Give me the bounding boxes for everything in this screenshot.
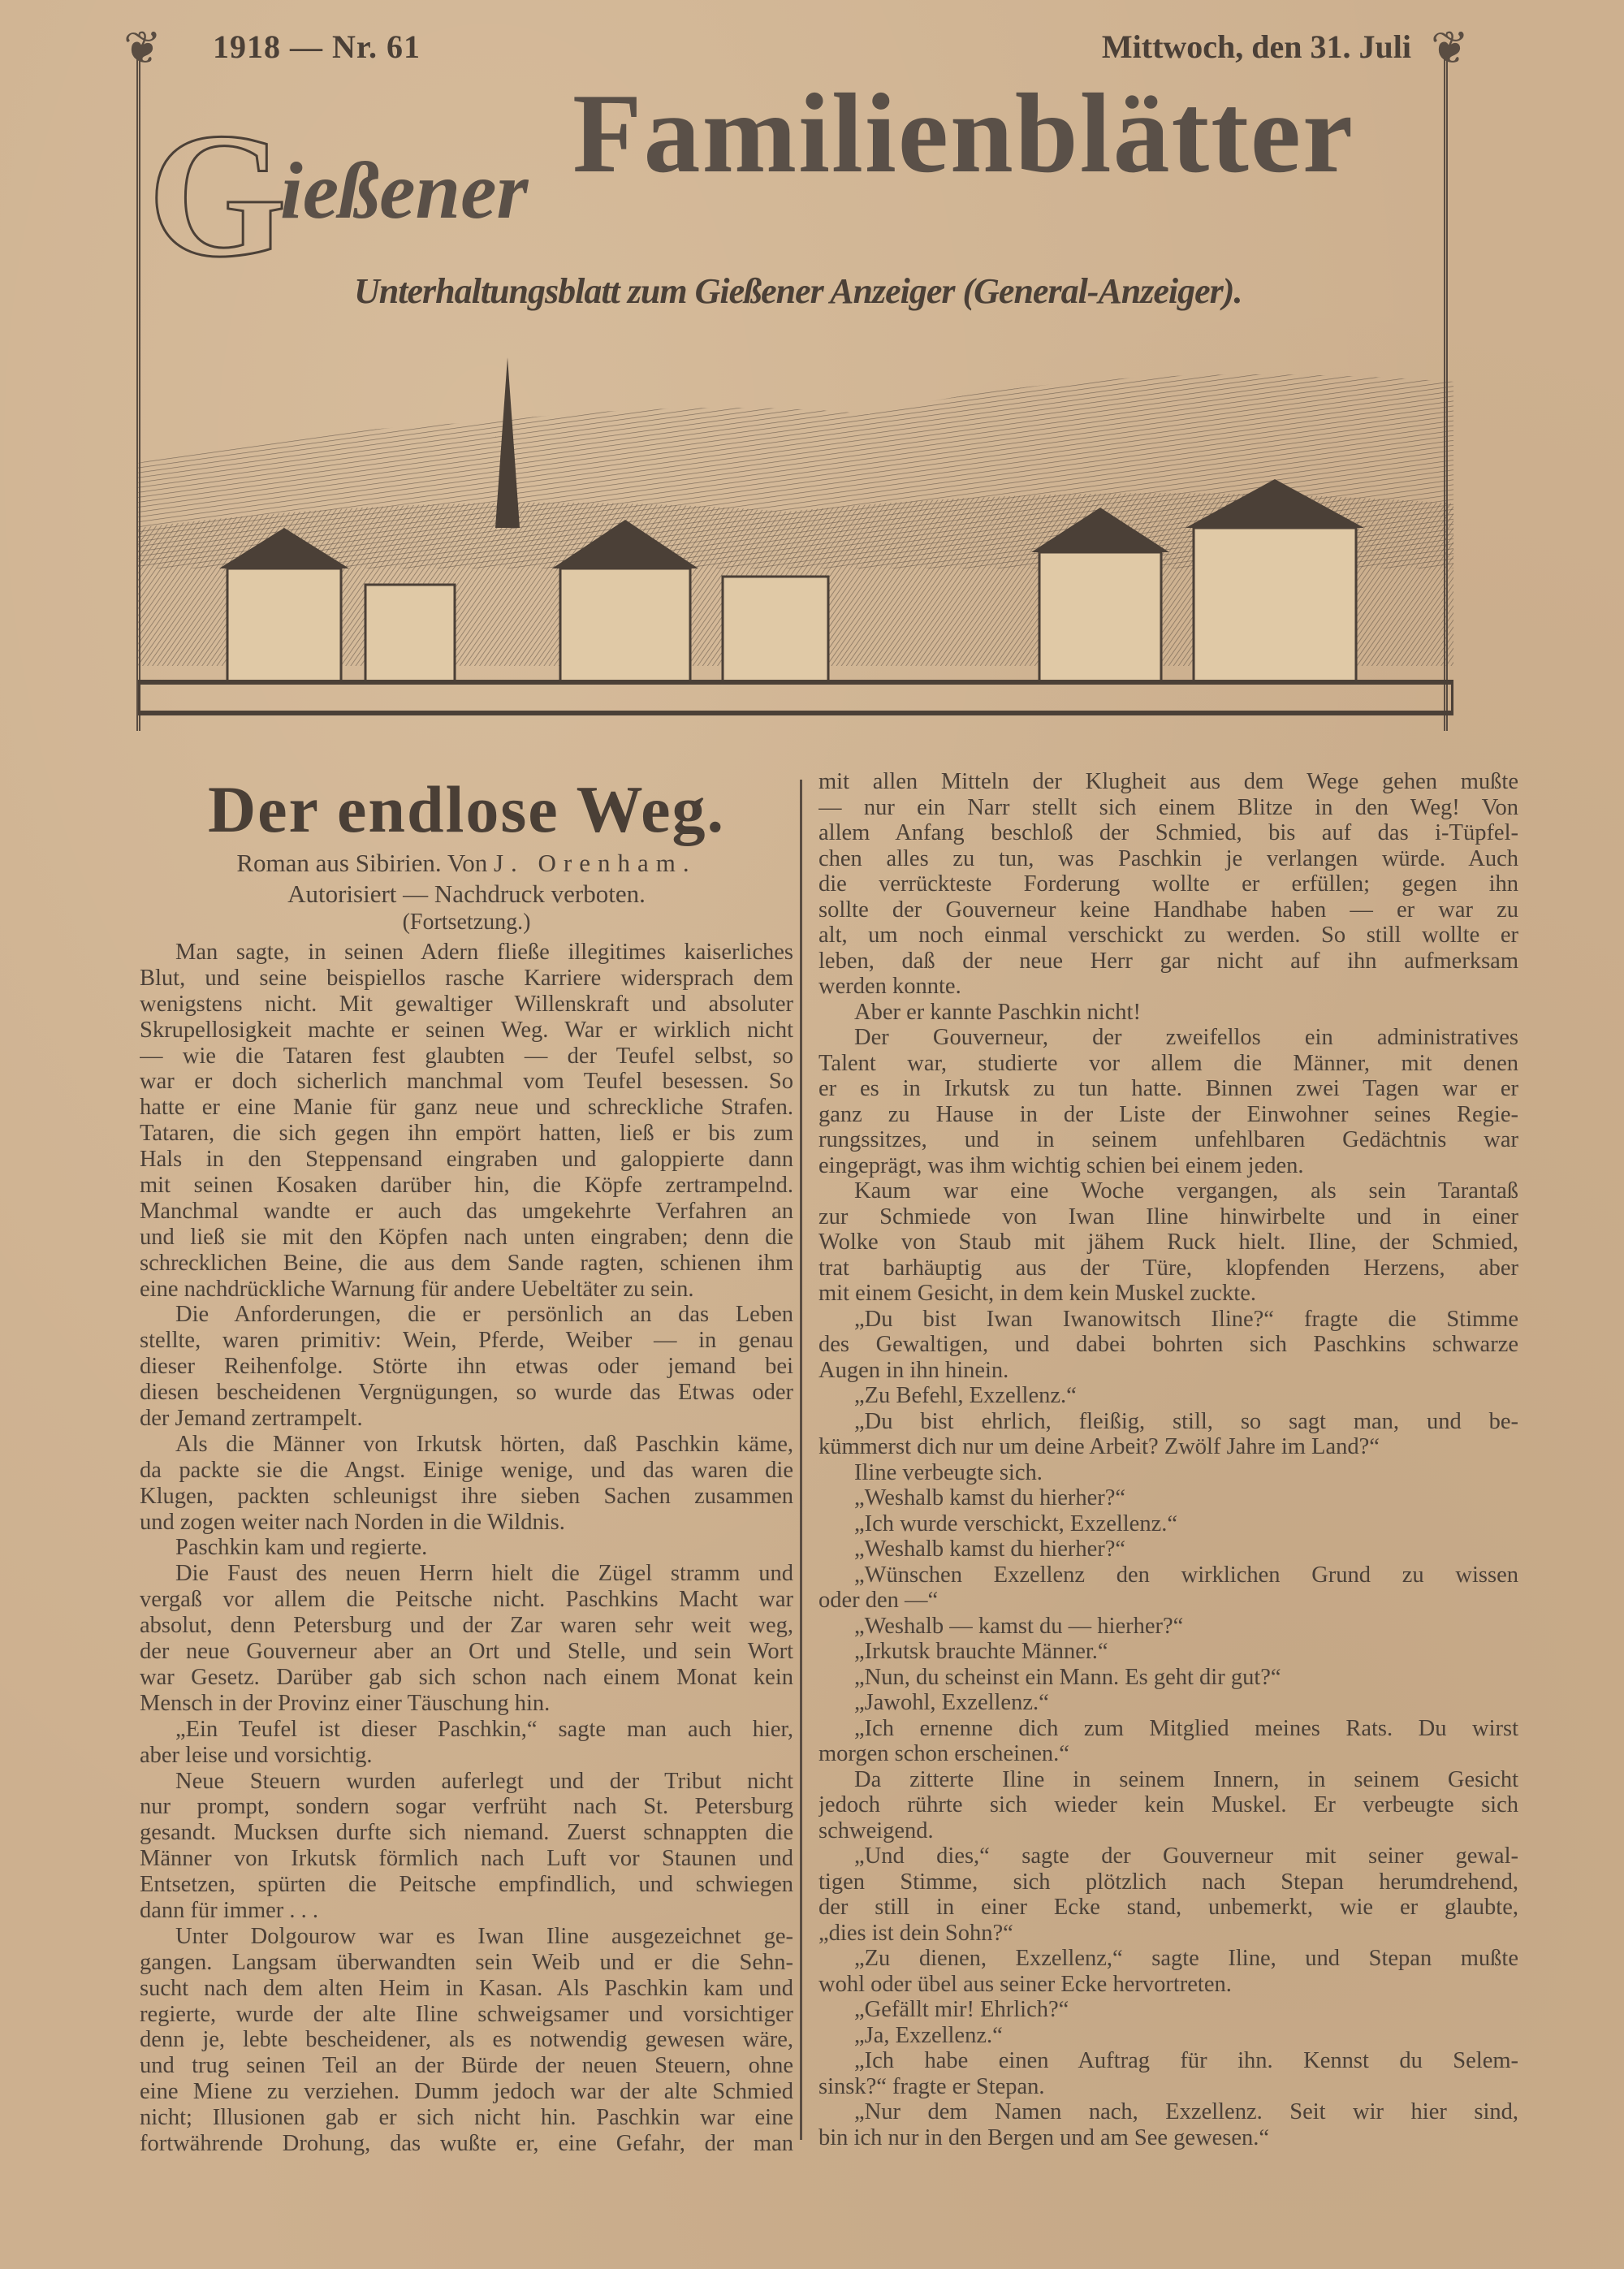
- masthead-title-initial: G: [148, 96, 287, 294]
- text-line: aber leise und vorsichtig.: [140, 1742, 373, 1768]
- text-line: Man sagte, in seinen Adern fließe illegitimes kaiserliches: [175, 940, 793, 965]
- text-line: „Nur dem Namen nach, Exzellenz. Seit wir hier sind,: [854, 2099, 1518, 2124]
- text-line: oder den —“: [818, 1588, 939, 1613]
- text-line: er es in Irkutsk zu tun hatte. Binnen zwei Tagen war er: [818, 1076, 1518, 1101]
- text-line: „Du bist Iwan Iwanowitsch Iline?“ fragte die Stimme: [854, 1306, 1518, 1332]
- text-line: und ließ sie mit den Köpfen nach unten eingraben; denn die: [140, 1224, 793, 1250]
- text-line: Blut, und seine beispiellos rasche Karriere widersprach dem: [140, 965, 793, 991]
- text-line: „Wünschen Exzellenz den wirklichen Grund zu wissen: [854, 1562, 1518, 1588]
- masthead-subtitle: Unterhaltungsblatt zum Gießener Anzeiger (General-Anzeiger).: [354, 271, 1242, 311]
- text-line: „Nun, du scheinst ein Mann. Es geht dir gut?“: [854, 1664, 1281, 1690]
- masthead-title-part1: ießener: [280, 145, 529, 236]
- text-line: „Weshalb kamst du hierher?“: [854, 1485, 1126, 1511]
- text-line: zur Schmiede von Iwan Iline hinwirbelte und in einer: [818, 1204, 1518, 1230]
- text-line: regierte, wurde der alte Iline schweigsamer und vorsichtiger: [140, 2001, 793, 2027]
- text-line: mit einem Gesicht, in dem kein Muskel zuckte.: [818, 1281, 1256, 1306]
- text-line: absolut, denn Petersburg und der Zar waren sehr weit weg,: [140, 1613, 793, 1639]
- text-line: „Gefällt mir! Ehrlich?“: [854, 1997, 1069, 2022]
- text-line: Da zitterte Iline in seinem Innern, in seinem Gesicht: [854, 1766, 1518, 1792]
- text-line: schweigend.: [818, 1817, 934, 1843]
- text-line: gangen. Langsam überwandten sein Weib und er die Sehn-: [140, 1949, 793, 1975]
- column-divider: [800, 780, 802, 2140]
- text-line: Unter Dolgourow war es Iwan Iline ausgezeichnet ge-: [175, 1923, 793, 1949]
- author-name: J. Orenham.: [493, 849, 697, 877]
- text-line: Wolke von Staub mit jähem Ruck hielt. Iline, der Schmied,: [818, 1230, 1518, 1255]
- text-line: war Gesetz. Darüber gab sich schon nach einem Monat kein: [140, 1664, 793, 1690]
- text-line: „Und dies,“ sagte der Gouverneur mit seiner gewal-: [854, 1843, 1518, 1869]
- text-line: war er doch sicherlich manchmal vom Teufel besessen. So: [140, 1069, 793, 1095]
- text-line: und zogen weiter nach Norden in die Wildnis.: [140, 1509, 565, 1535]
- text-line: „Irkutsk brauchte Männer.“: [854, 1639, 1108, 1664]
- engraving-border: [138, 682, 1453, 713]
- text-line: mit allen Mitteln der Klugheit aus dem Wege gehen mußte: [818, 769, 1518, 794]
- text-line: und trug seinen Teil an der Bürde der neuen Steuern, ohne: [140, 2053, 793, 2079]
- continuation-note: (Fortsetzung.): [402, 910, 531, 935]
- article-column-left: [140, 940, 793, 2157]
- text-line: Hals in den Steppensand eingraben und galoppierte dann: [140, 1147, 793, 1173]
- text-line: Manchmal wandte er auch das umgekehrte Verfahren an: [140, 1198, 793, 1224]
- text-line: Tataren, die sich gegen ihn empört hatten, ließ er bis zum: [140, 1121, 793, 1147]
- text-line: Kaum war eine Woche vergangen, als sein Tarantaß: [854, 1178, 1518, 1204]
- text-line: des Gewaltigen, und dabei bohrten sich Paschkins schwarze: [818, 1332, 1518, 1357]
- text-line: eine nachdrückliche Warnung für andere Uebeltäter zu sein.: [140, 1276, 694, 1302]
- article-column-right: [818, 769, 1518, 2150]
- text-line: chen alles zu tun, was Paschkin je verlangen würde. Auch: [818, 845, 1518, 871]
- text-line: leben, daß der neue Herr gar nicht auf ihn aufmerksam: [818, 948, 1518, 974]
- issue-date: Mittwoch, den 31. Juli: [1101, 28, 1411, 65]
- text-line: Mensch in der Provinz einer Täuschung hin.: [140, 1690, 551, 1716]
- text-line: werden konnte.: [818, 974, 961, 999]
- text-line: ganz zu Hause in der Liste der Einwohner seines Regie-: [818, 1101, 1518, 1127]
- text-line: der still in einer Ecke stand, unbemerkt, wie er glaubte,: [818, 1895, 1518, 1920]
- text-line: „Jawohl, Exzellenz.“: [854, 1690, 1049, 1715]
- text-line: Die Faust des neuen Herrn hielt die Zügel stramm und: [175, 1561, 793, 1587]
- text-line: „Ich wurde verschickt, Exzellenz.“: [854, 1511, 1177, 1536]
- text-line: sinsk?“ fragte er Stepan.: [818, 2073, 1045, 2099]
- text-line: mit seinen Kosaken darüber hin, die Köpfe zertrampelnd.: [140, 1173, 793, 1199]
- byline-prefix: Roman aus Sibirien. Von: [236, 849, 488, 877]
- text-line: sucht nach dem alten Heim in Kasan. Als Paschkin kam und: [140, 1975, 793, 2001]
- article-byline: [140, 849, 793, 877]
- text-line: „Weshalb — kamst du — hierher?“: [854, 1613, 1184, 1639]
- rights-notice: Autorisiert — Nachdruck verboten.: [287, 880, 646, 908]
- text-line: trat barhäuptig aus der Türe, klopfenden Herzens, aber: [818, 1255, 1518, 1281]
- text-line: „Zu Befehl, Exzellenz.“: [854, 1383, 1077, 1408]
- text-line: der neue Gouverneur aber an Ort und Stelle, und sein Wort: [140, 1639, 793, 1665]
- text-line: „Ich habe einen Auftrag für ihn. Kennst du Selem-: [854, 2048, 1518, 2073]
- text-line: nur prompt, sondern sogar verfrüht nach St. Petersburg: [140, 1794, 793, 1820]
- text-line: Skrupellosigkeit machte er seinen Weg. War er wirklich nicht: [140, 1017, 793, 1043]
- text-line: Die Anforderungen, die er persönlich an das Leben: [175, 1302, 793, 1328]
- masthead-title-part2: Familienblätter: [572, 71, 1355, 197]
- text-line: wenigstens nicht. Mit gewaltiger Willenskraft und absoluter: [140, 991, 793, 1017]
- issue-number: 1918 — Nr. 61: [213, 28, 421, 65]
- text-line: Iline verbeugte sich.: [854, 1459, 1043, 1485]
- text-line: gesandt. Mucksen durfte sich niemand. Zuerst schnappten die: [140, 1820, 793, 1846]
- text-line: Der Gouverneur, der zweifellos ein administratives: [854, 1025, 1518, 1050]
- text-line: denn je, lebte bescheidener, als es notwendig gewesen wäre,: [140, 2027, 793, 2053]
- text-line: sollte der Gouverneur keine Handhabe haben — er war zu: [818, 897, 1518, 923]
- ornament-icon: ❦: [123, 24, 162, 74]
- text-line: Als die Männer von Irkutsk hörten, daß Paschkin käme,: [175, 1431, 793, 1457]
- text-line: „Zu dienen, Exzellenz,“ sagte Iline, und Stepan mußte: [854, 1946, 1518, 1971]
- text-line: „Du bist ehrlich, fleißig, still, so sagt man, und be-: [854, 1408, 1518, 1434]
- text-line: tigen Stimme, sich plötzlich nach Stepan herumdrehend,: [818, 1869, 1518, 1895]
- text-line: rungssitzes, und in seinem unfehlbaren Gedächtnis war: [818, 1127, 1518, 1152]
- ornament-icon: ❦: [1431, 24, 1469, 74]
- text-line: „Weshalb kamst du hierher?“: [854, 1536, 1126, 1562]
- text-line: fortwährende Drohung, das wußte er, eine Gefahr, der man: [140, 2130, 793, 2156]
- text-line: diesen bescheidenen Vergnügungen, so wurde das Etwas oder: [140, 1380, 793, 1406]
- text-line: wohl oder übel aus seiner Ecke hervortreten.: [818, 1971, 1232, 1997]
- text-line: Neue Steuern wurden auferlegt und der Tribut nicht: [175, 1768, 793, 1794]
- text-line: Augen in ihn hinein.: [818, 1357, 1009, 1383]
- town-engraving: [138, 325, 1453, 747]
- text-line: kümmerst dich nur um deine Arbeit? Zwölf Jahre im Land?“: [818, 1434, 1380, 1459]
- text-line: Talent war, studierte vor allem die Männer, mit denen: [818, 1050, 1518, 1076]
- text-line: „Ja, Exzellenz.“: [854, 2022, 1003, 2048]
- text-line: dieser Reihenfolge. Störte ihn etwas oder jemand bei: [140, 1354, 793, 1380]
- text-line: „dies ist dein Sohn?“: [818, 1920, 1013, 1946]
- text-line: jedoch rührte sich wieder kein Muskel. Er verbeugte sich: [818, 1792, 1518, 1817]
- text-line: Männer von Irkutsk förmlich nach Luft vor Staunen und: [140, 1846, 793, 1872]
- text-line: morgen schon erscheinen.“: [818, 1741, 1069, 1766]
- text-line: da packte sie die Angst. Einige wenige, und das waren die: [140, 1457, 793, 1483]
- text-line: bin ich nur in den Bergen und am See gewesen.“: [818, 2124, 1270, 2150]
- text-line: dann für immer . . .: [140, 1897, 319, 1923]
- text-line: „Ein Teufel ist dieser Paschkin,“ sagte man auch hier,: [175, 1716, 793, 1742]
- text-line: eingeprägt, was ihm wichtig schien bei einem jeden.: [818, 1152, 1304, 1178]
- text-line: alt, um noch einmal verschickt zu werden. So still wollte er: [818, 923, 1518, 948]
- text-line: — wie die Tataren fest glaubten — der Teufel selbst, so: [140, 1043, 793, 1069]
- text-line: die verrückteste Forderung wollte er erfüllen; gegen ihn: [818, 871, 1518, 897]
- text-line: schrecklichen Beine, die aus dem Sande ragten, schienen ihm: [140, 1250, 793, 1276]
- text-line: Aber er kannte Paschkin nicht!: [854, 999, 1141, 1025]
- text-line: der Jemand zertrampelt.: [140, 1406, 363, 1432]
- article-headline: Der endlose Weg.: [207, 772, 726, 846]
- text-line: eine Miene zu verziehen. Dumm jedoch war der alte Schmied: [140, 2079, 793, 2105]
- text-line: vergaß vor allem die Peitsche nicht. Paschkins Macht war: [140, 1587, 793, 1613]
- text-line: allem Anfang beschloß der Schmied, bis auf das i-Tüpfel-: [818, 820, 1518, 845]
- text-line: — nur ein Narr stellt sich einem Blitze in den Weg! Von: [818, 794, 1518, 820]
- text-line: hatte er eine Manie für ganz neue und schreckliche Strafen.: [140, 1095, 793, 1121]
- text-line: Klugen, packten schleunigst ihre sieben Sachen zusammen: [140, 1483, 793, 1509]
- text-line: Entsetzen, spürten die Peitsche empfindlich, und schwiegen: [140, 1872, 793, 1898]
- text-line: stellte, waren primitiv: Wein, Pferde, Weiber — in genau: [140, 1328, 793, 1354]
- text-line: Paschkin kam und regierte.: [175, 1535, 428, 1561]
- text-line: nicht; Illusionen gab er sich nicht hin. Paschkin war eine: [140, 2105, 793, 2131]
- text-line: „Ich ernenne dich zum Mitglied meines Rats. Du wirst: [854, 1715, 1518, 1741]
